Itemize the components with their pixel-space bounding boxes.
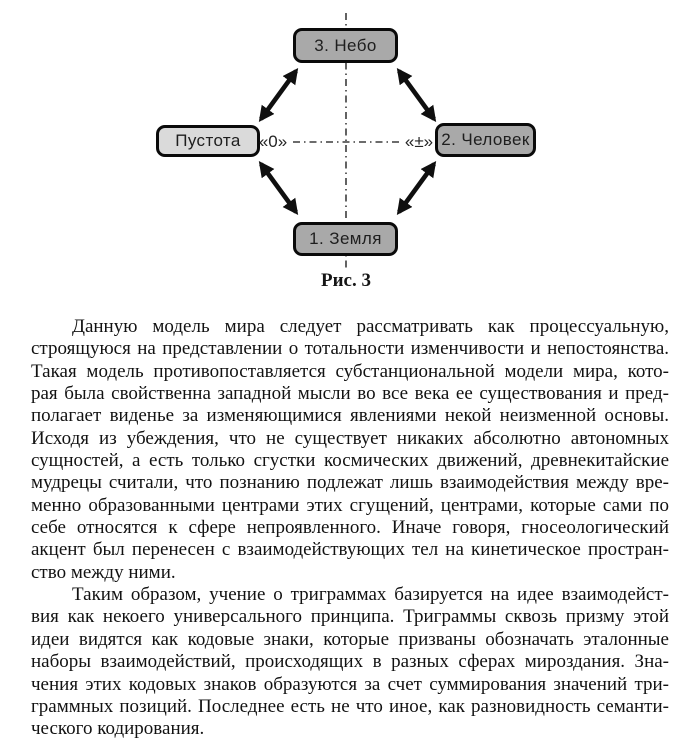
axis-label-zero: «0» [258, 132, 288, 151]
figure-caption: Рис. 3 [321, 270, 371, 291]
body-text [31, 316, 669, 741]
paragraph [31, 316, 669, 584]
arrow-sky-human [399, 71, 434, 119]
node-human-label: 2. Человек [441, 130, 530, 149]
node-sky-label: 3. Небо [314, 35, 377, 55]
text-line: вия как некоего универсального принципа. Триграммы сквозь призму этой [31, 606, 669, 628]
text-line: Такая модель противопоставляется субстанциональной модели мира, кото- [31, 360, 669, 382]
text-line: чения этих кодовых знаков образуются за счет суммирования значений три- [31, 673, 669, 695]
node-earth-label: 1. Земля [309, 229, 382, 248]
text-line: сущностей, а есть только сгустки космических движений, древнекитайские [31, 450, 669, 472]
text-line: граммных позиций. Последнее есть не что иное, как разновидность семанти- [31, 695, 669, 717]
text-line: менно образованными центрами этих сгущений, центрами, которые сами по [31, 494, 669, 516]
text-line: идеи видятся как кодовые знаки, которые призваны обозначать эталонные [31, 628, 669, 650]
text-line: Данную модель мира следует рассматривать как процессуальную, [72, 316, 669, 337]
node-void [156, 125, 260, 157]
node-earth [293, 222, 398, 256]
text-line: наборы взаимодействий, происходящих в разных сферах мироздания. Зна- [31, 651, 669, 673]
text-line: себе относятся к сфере непроявленного. Иначе говоря, гносеологический [31, 517, 669, 539]
arrow-earth-void [261, 164, 296, 212]
node-sky [293, 28, 398, 63]
text-line: Таким образом, учение о триграммах базируется на идее взаимодейст- [72, 584, 669, 606]
text-line: акцент был перенесен с взаимодействующих тел на кинетическое простран- [31, 539, 669, 561]
text-line: ство между ними. [31, 561, 176, 583]
text-line: ческого кодирования. [31, 718, 205, 740]
node-void-label: Пустота [175, 131, 241, 150]
text-line: строящуюся на представлении о тотальности изменчивости и непостоянства. [31, 338, 669, 360]
arrow-human-earth [399, 164, 434, 212]
text-line: Исходя из убеждения, что не существует никаких абсолютно автономных [31, 427, 669, 449]
text-line: полагает виденье за изменяющимися явлениями некой неизменной основы. [31, 405, 669, 427]
paragraph [31, 584, 669, 740]
text-line: рая была свойственна западной мысли во все века ее существования и пред- [31, 383, 669, 405]
figure-3-diagram [0, 0, 700, 300]
axis-label-plusminus: «±» [404, 132, 434, 151]
arrow-void-sky [261, 71, 296, 119]
text-line: мудрецы считали, что познанию подлежат лишь взаимодействия между вре- [31, 472, 669, 494]
node-human [435, 123, 536, 157]
